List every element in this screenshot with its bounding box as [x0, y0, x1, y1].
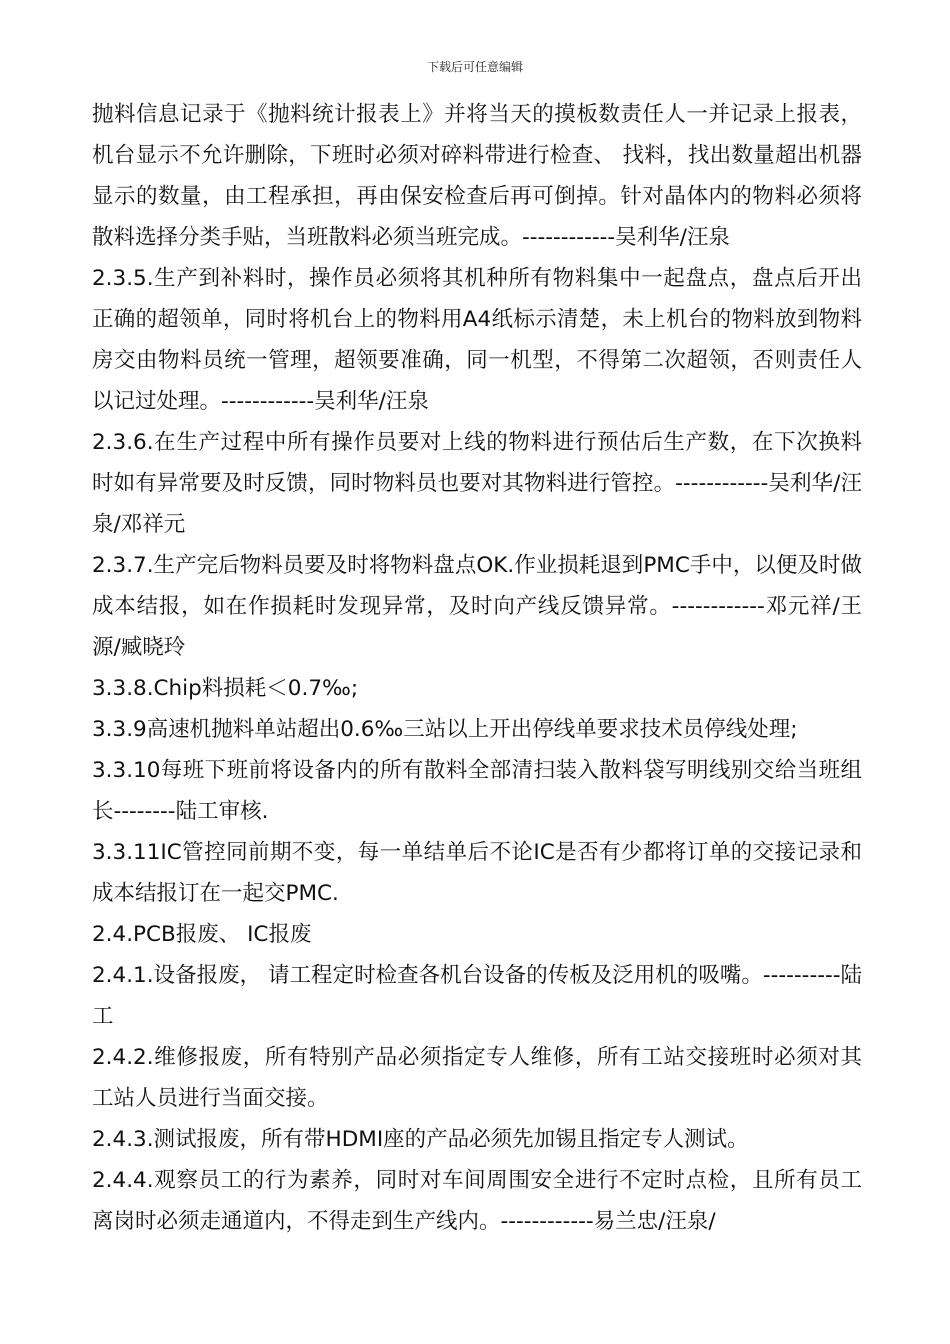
- document-body: [92, 94, 862, 1242]
- paragraph-3-3-11: 3.3.11IC管控同前期不变，每一单结单后不论IC是否有少都将订单的交接记录和成本结报订在一起交PMC.: [92, 840, 862, 906]
- paragraph-2-3-5: 2.3.5.生产到补料时，操作员必须将其机种所有物料集中一起盘点，盘点后开出正确的超领单，同时将机台上的物料用A4纸标示清楚，未上机台的物料放到物料房交由物料员统一管理，超领要准确，同一机型，不得第二次超领，否则责任人以记过处理。------------吴利华/汪泉: [92, 266, 862, 414]
- paragraph-2-3-7: 2.3.7.生产完后物料员要及时将物料盘点OK.作业损耗退到PMC手中，以便及时做成本结报，如在作损耗时发现异常，及时向产线反馈异常。------------邓元祥/王源/臧晓玲: [92, 553, 862, 660]
- paragraph-2-4-4: 2.4.4.观察员工的行为素养，同时对车间周围安全进行不定时点检，且所有员工离岗时必须走通道内，不得走到生产线内。------------易兰忠/汪泉/: [92, 1168, 862, 1234]
- paragraph-2-3-6: 2.3.6.在生产过程中所有操作员要对上线的物料进行预估后生产数，在下次换料时如有异常要及时反馈，同时物料员也要对其物料进行管控。------------吴利华/汪泉/邓祥元: [92, 430, 862, 537]
- paragraph-3-3-10: 3.3.10每班下班前将设备内的所有散料全部清扫装入散料袋写明线别交给当班组长--------陆工审核.: [92, 758, 862, 824]
- paragraph-3-3-9: 3.3.9高速机抛料单站超出0.6‰三站以上开出停线单要求技术员停线处理;: [92, 717, 798, 742]
- heading-2-4: 2.4.PCB报废、 IC报废: [92, 922, 312, 947]
- paragraph-2-4-2: 2.4.2.维修报废，所有特别产品必须指定专人维修，所有工站交接班时必须对其工站人员进行当面交接。: [92, 1045, 862, 1111]
- paragraph-2-4-1: 2.4.1.设备报废， 请工程定时检查各机台设备的传板及泛用机的吸嘴。----------陆工: [92, 963, 862, 1029]
- paragraph-material-record: 抛料信息记录于《抛料统计报表上》并将当天的摸板数责任人一并记录上报表，机台显示不允许删除，下班时必须对碎料带进行检查、 找料，找出数量超出机器显示的数量，由工程承担，再由保安检查后再可倒掉。针对晶体内的物料必须将散料选择分类手贴，当班散料必须当班完成。------------吴利华/汪泉: [92, 102, 862, 250]
- paragraph-2-4-3: 2.4.3.测试报废，所有带HDMI座的产品必须先加锡且指定专人测试。: [92, 1127, 749, 1152]
- paragraph-3-3-8: 3.3.8.Chip料损耗＜0.7‰;: [92, 676, 359, 701]
- page-header: 下载后可任意编辑: [426, 60, 523, 74]
